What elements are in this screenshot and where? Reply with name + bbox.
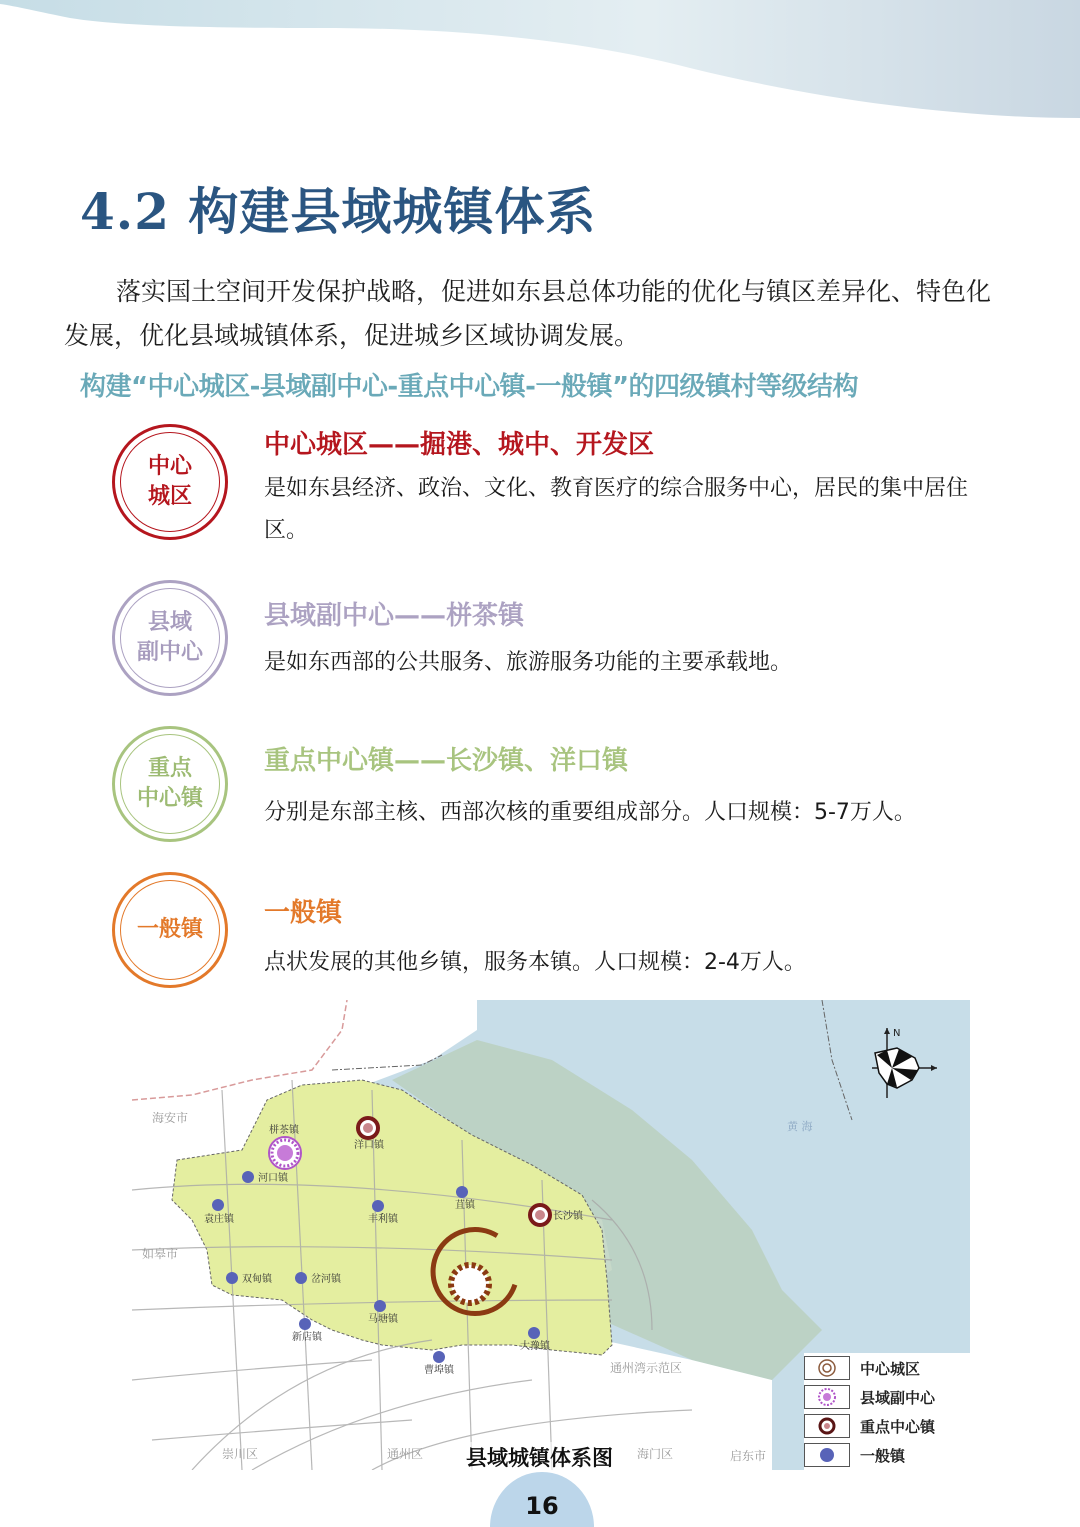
svg-text:长沙镇: 长沙镇: [553, 1211, 583, 1222]
svg-text:岔河镇: 岔河镇: [311, 1274, 341, 1285]
tier-description: 分别是东部主核、西部次核的重要组成部分。人口规模：5-7万人。: [264, 800, 916, 825]
svg-text:河口镇: 河口镇: [258, 1173, 288, 1184]
center-city-badge-icon: 中心 城区: [112, 424, 228, 540]
header-wave-decoration: [0, 0, 1080, 130]
svg-text:N: N: [893, 1028, 901, 1039]
svg-text:大豫镇: 大豫镇: [520, 1341, 550, 1352]
svg-text:曹埠镇: 曹埠镇: [424, 1365, 454, 1376]
tier-heading: 县域副中心——栟茶镇: [264, 601, 525, 631]
map-caption: 县域城镇体系图: [466, 1442, 613, 1472]
intro-paragraph: 落实国土空间开发保护战略，促进如东县总体功能的优化与镇区差异化、特色化发展，优化县域城镇体系，促进城乡区域协调发展。: [64, 277, 992, 350]
tier-description: 是如东西部的公共服务、旅游服务功能的主要承载地。: [264, 650, 793, 675]
svg-text:马塘镇: 马塘镇: [368, 1314, 398, 1325]
svg-text:双甸镇: 双甸镇: [242, 1274, 272, 1285]
tier-heading: 中心城区——掘港、城中、开发区: [264, 430, 655, 460]
svg-text:海安市: 海安市: [152, 1111, 189, 1125]
tier-heading: 一般镇: [264, 898, 343, 928]
page-number: 16: [490, 1472, 594, 1527]
svg-text:袁庄镇: 袁庄镇: [204, 1214, 234, 1225]
svg-text:如皋市: 如皋市: [142, 1247, 179, 1261]
section-subheading: 构建“中心城区-县域副中心-重点中心镇-一般镇”的四级镇村等级结构: [80, 372, 859, 402]
sub-center-legend-icon: [817, 1387, 837, 1407]
center-city-legend-icon: [817, 1358, 837, 1378]
general-town-legend-icon: [817, 1445, 837, 1465]
svg-text:苴镇: 苴镇: [455, 1200, 475, 1211]
tier-heading: 重点中心镇——长沙镇、洋口镇: [264, 746, 629, 776]
svg-text:启东市: 启东市: [730, 1449, 767, 1463]
map-legend: [804, 1353, 970, 1471]
legend-item-center-city: 中心城区: [804, 1355, 970, 1381]
legend-item-sub-center: 县域副中心: [804, 1384, 970, 1410]
svg-text:新店镇: 新店镇: [292, 1332, 322, 1343]
sub-center-badge-icon: 县域 副中心: [112, 580, 228, 696]
svg-text:崇川区: 崇川区: [222, 1447, 259, 1461]
page-title: 4.2 构建县域城镇体系: [80, 182, 597, 241]
svg-text:栟茶镇: 栟茶镇: [269, 1125, 299, 1136]
svg-text:海门区: 海门区: [637, 1447, 674, 1461]
key-town-badge-icon: 重点 中心镇: [112, 726, 228, 842]
legend-item-key-town: 重点中心镇: [804, 1413, 970, 1439]
svg-text:通州区: 通州区: [387, 1447, 424, 1461]
svg-text:通州湾示范区: 通州湾示范区: [610, 1361, 683, 1375]
tier-description: 是如东县经济、政治、文化、教育医疗的综合服务中心，居民的集中居住区。: [264, 476, 969, 543]
svg-text:丰利镇: 丰利镇: [368, 1214, 398, 1225]
legend-item-general-town: 一般镇: [804, 1442, 970, 1468]
key-town-legend-icon: [817, 1416, 837, 1436]
svg-text:黄 海: 黄 海: [787, 1120, 813, 1133]
tier-description: 点状发展的其他乡镇，服务本镇。人口规模：2-4万人。: [264, 950, 806, 975]
sub-center-symbol: [269, 1123, 301, 1169]
svg-text:洋口镇: 洋口镇: [354, 1140, 384, 1151]
general-town-badge-icon: 一般镇: [112, 872, 228, 988]
